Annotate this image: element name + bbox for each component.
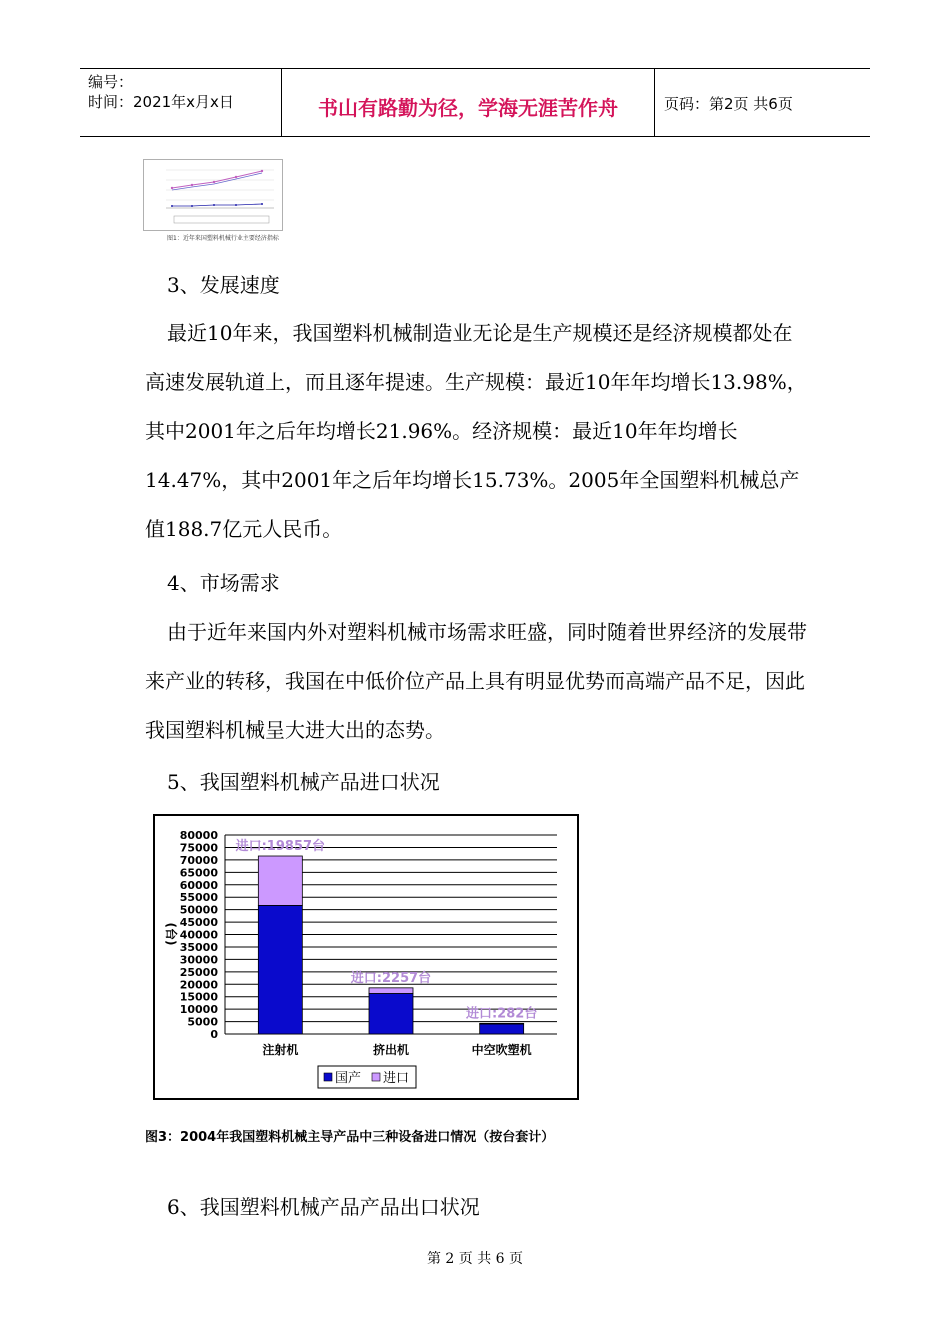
small-chart-caption: 图1：近年来国塑料机械行业主要经济指标 bbox=[167, 235, 279, 242]
bar-segment bbox=[258, 905, 302, 1034]
bar-segment bbox=[480, 1024, 524, 1034]
y-tick-label: 35000 bbox=[179, 940, 218, 954]
header-divider bbox=[654, 68, 655, 136]
legend-label: 国产 bbox=[335, 1071, 362, 1086]
y-tick-label: 60000 bbox=[179, 878, 218, 892]
y-tick-label: 40000 bbox=[179, 928, 218, 942]
figure-caption: 图3：2004年我国塑料机械主导产品中三种设备进口情况（按台套计） bbox=[145, 1130, 555, 1145]
y-tick-label: 10000 bbox=[179, 1003, 218, 1017]
section-heading: 3、发展速度 bbox=[167, 273, 280, 297]
x-tick-label: 中空吹塑机 bbox=[471, 1043, 532, 1057]
bar-annotation: 进口:19857台 bbox=[235, 839, 326, 855]
legend-label: 进口 bbox=[383, 1071, 410, 1086]
section-heading: 5、我国塑料机械产品进口状况 bbox=[167, 770, 440, 794]
page-info: 页码：第2页 共6页 bbox=[664, 95, 793, 113]
bar-segment bbox=[369, 993, 413, 1034]
section-heading: 4、市场需求 bbox=[167, 571, 280, 595]
section-heading: 6、我国塑料机械产品产品出口状况 bbox=[167, 1195, 480, 1219]
section-paragraph: 最近10年来，我国塑料机械制造业无论是生产规模还是经济规模都处在高速发展轨道上，而且逐年提速。生产规模：最近10年年均增长13.98%，其中2001年之后年均增长21.96%。经济规模：最近10年年均增长14.47%，其中2001年之后年均增长15.73%。2005年全国塑料机械总产值188.7亿元人民币。 bbox=[145, 321, 807, 541]
y-tick-label: 75000 bbox=[179, 841, 218, 855]
legend-swatch bbox=[324, 1073, 332, 1081]
y-axis-label: (台) bbox=[164, 922, 178, 946]
y-tick-label: 45000 bbox=[179, 916, 218, 930]
page-footer: 第 2 页 共 6 页 bbox=[426, 1251, 524, 1267]
bar-annotation: 进口:282台 bbox=[465, 1006, 538, 1022]
x-tick-label: 挤出机 bbox=[372, 1043, 410, 1057]
y-tick-label: 55000 bbox=[179, 891, 218, 905]
bar-segment bbox=[480, 1023, 524, 1024]
header-meta bbox=[88, 72, 234, 112]
y-tick-label: 5000 bbox=[187, 1015, 218, 1029]
y-tick-label: 25000 bbox=[179, 965, 218, 979]
small-line-chart bbox=[143, 159, 283, 231]
time-label: 时间：2021年x月x日 bbox=[88, 93, 234, 111]
header-motto: 书山有路勤为径，学海无涯苦作舟 bbox=[318, 96, 618, 120]
y-tick-label: 0 bbox=[210, 1028, 218, 1041]
bar-segment bbox=[369, 988, 413, 994]
section-paragraph: 由于近年来国内外对塑料机械市场需求旺盛，同时随着世界经济的发展带来产业的转移，我国在中低价位产品上具有明显优势而高端产品不足，因此我国塑料机械呈大进大出的态势。 bbox=[145, 620, 807, 742]
header-top-rule bbox=[80, 68, 870, 69]
import-bar-chart bbox=[153, 814, 579, 1100]
bar-annotation: 进口:2257台 bbox=[350, 970, 432, 986]
y-tick-label: 50000 bbox=[179, 903, 218, 917]
legend-swatch bbox=[372, 1073, 380, 1081]
y-tick-label: 70000 bbox=[179, 853, 218, 867]
x-tick-label: 注射机 bbox=[262, 1043, 299, 1057]
bar-segment bbox=[258, 856, 302, 905]
y-tick-label: 20000 bbox=[179, 978, 218, 992]
y-tick-label: 65000 bbox=[179, 866, 218, 880]
header-bottom-rule bbox=[80, 136, 870, 137]
y-tick-label: 80000 bbox=[179, 829, 218, 842]
y-tick-label: 30000 bbox=[179, 953, 218, 967]
y-tick-label: 15000 bbox=[179, 990, 218, 1004]
doc-number-label: 编号： bbox=[88, 73, 134, 91]
